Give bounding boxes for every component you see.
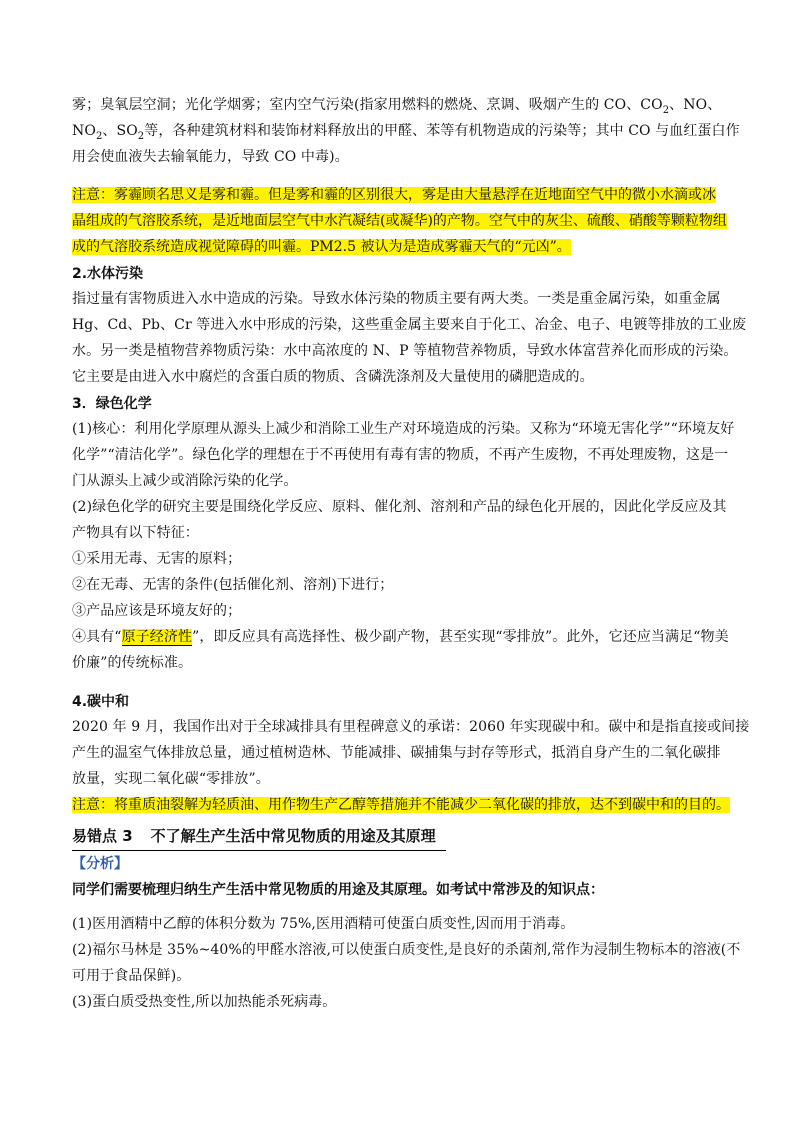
carbon-neutrality-paragraph: 2020 年 9 月，我国作出对于全球减排具有里程碑意义的承诺：2060 年实现碳中和。碳中和是指直接或间接 产生的温室气体排放总量，通过植树造林、节能减排、碳捕集与封存等形式，抵消自身产生的二氧化碳排 放量，实现二氧化碳“零排放”。 xyxy=(72,719,750,787)
knowledge-points xyxy=(72,911,741,1015)
document-page xyxy=(72,92,750,1015)
atom-economy-term: 原子经济性 xyxy=(121,629,193,645)
list-item: (2)福尔马林是 35%~40%的甲醛水溶液,可以使蛋白质变性,是良好的杀菌剂,常作为浸制生物标本的溶液(不 xyxy=(72,942,741,958)
water-pollution-paragraph: 指过量有害物质进入水中造成的污染。导致水体污染的物质主要有两大类。一类是重金属污染，如重金属 Hg、Cd、Pb、Cr 等进入水中形成的污染，这些重金属主要来自于化工、冶金、电子、电镀等排放的工业废 水。另一类是植物营养物质污染：水中高浓度的 N、P 等植物营养物质，导致水体富营养化而形成的污染。 它主要是由进入水中腐烂的含蛋白质的物质、含磷洗涤剂及大量使用的磷肥造成的。 xyxy=(72,291,747,385)
green-chemistry-core: (1)核心：利用化学原理从源头上减少和消除工业生产对环境造成的污染。又称为“环境无害化学”“环境友好 化学”“清洁化学”。绿色化学的理想在于不再使用有毒有害的物质，不再产生废物，不再处理废物，这是一 门从源头上减少或消除污染的化学。 xyxy=(72,421,735,489)
smog-note: 注意：雾霾顾名思义是雾和霾。但是雾和霾的区别很大，雾是由大量悬浮在近地面空气中的微小水滴或冰 晶组成的气溶胶系统，是近地面层空气中水汽凝结(或凝华)的产物。空气中的灰尘、硫酸、硝酸等颗粒物组 成的气溶胶系统造成视觉障碍的叫霾。PM2.5 被认为是造成雾霾天气的“元凶”。 xyxy=(72,187,727,255)
carbon-note: 注意：将重质油裂解为轻质油、用作物生产乙醇等措施并不能减少二氧化碳的排放，达不到碳中和的目的。 xyxy=(72,797,730,813)
green-chemistry-research: (2)绿色化学的研究主要是围绕化学反应、原料、催化剂、溶剂和产品的绿色化开展的，因此化学反应及其 产物具有以下特征： ①采用无毒、无害的原料； ②在无毒、无害的条件(包括催化剂、溶剂)下进行； ③产品应该是环境友好的； ④具有“原子经济性”，即反应具有高选择性、极少副产物，甚至实现“零排放”。此外，它还应当满足“物美 价廉”的传统标准。 xyxy=(72,499,729,671)
list-item-continued: 可用于食品保鲜)。 xyxy=(72,968,191,984)
analysis-label: 【分析】 xyxy=(72,856,128,872)
list-item: (1)医用酒精中乙醇的体积分数为 75%,医用酒精可使蛋白质变性,因而用于消毒。 xyxy=(72,916,575,932)
heading-water-pollution: 2.水体污染 xyxy=(72,266,144,282)
heading-green-chemistry: 3．绿色化学 xyxy=(72,396,152,412)
section-title: 易错点 3 不了解生产生活中常见物质的用途及其原理 xyxy=(72,822,446,851)
air-pollution-paragraph: 雾；臭氧层空洞；光化学烟雾；室内空气污染(指家用燃料的燃烧、烹调、吸烟产生的 CO、$CO_2$、NO、 $NO_2$、$SO_2$等，各种建筑材料和装饰材料释放出的甲醛、苯等有机物造成的污染等；其中 CO 与血红蛋白作 用会使血液失去输氧能力，导致 CO 中毒)。 xyxy=(72,97,740,165)
section-intro: 同学们需要梳理归纳生产生活中常见物质的用途及其原理。如考试中常涉及的知识点： xyxy=(72,882,604,898)
list-item: (3)蛋白质受热变性,所以加热能杀死病毒。 xyxy=(72,994,337,1010)
heading-carbon-neutrality: 4.碳中和 xyxy=(72,694,130,710)
